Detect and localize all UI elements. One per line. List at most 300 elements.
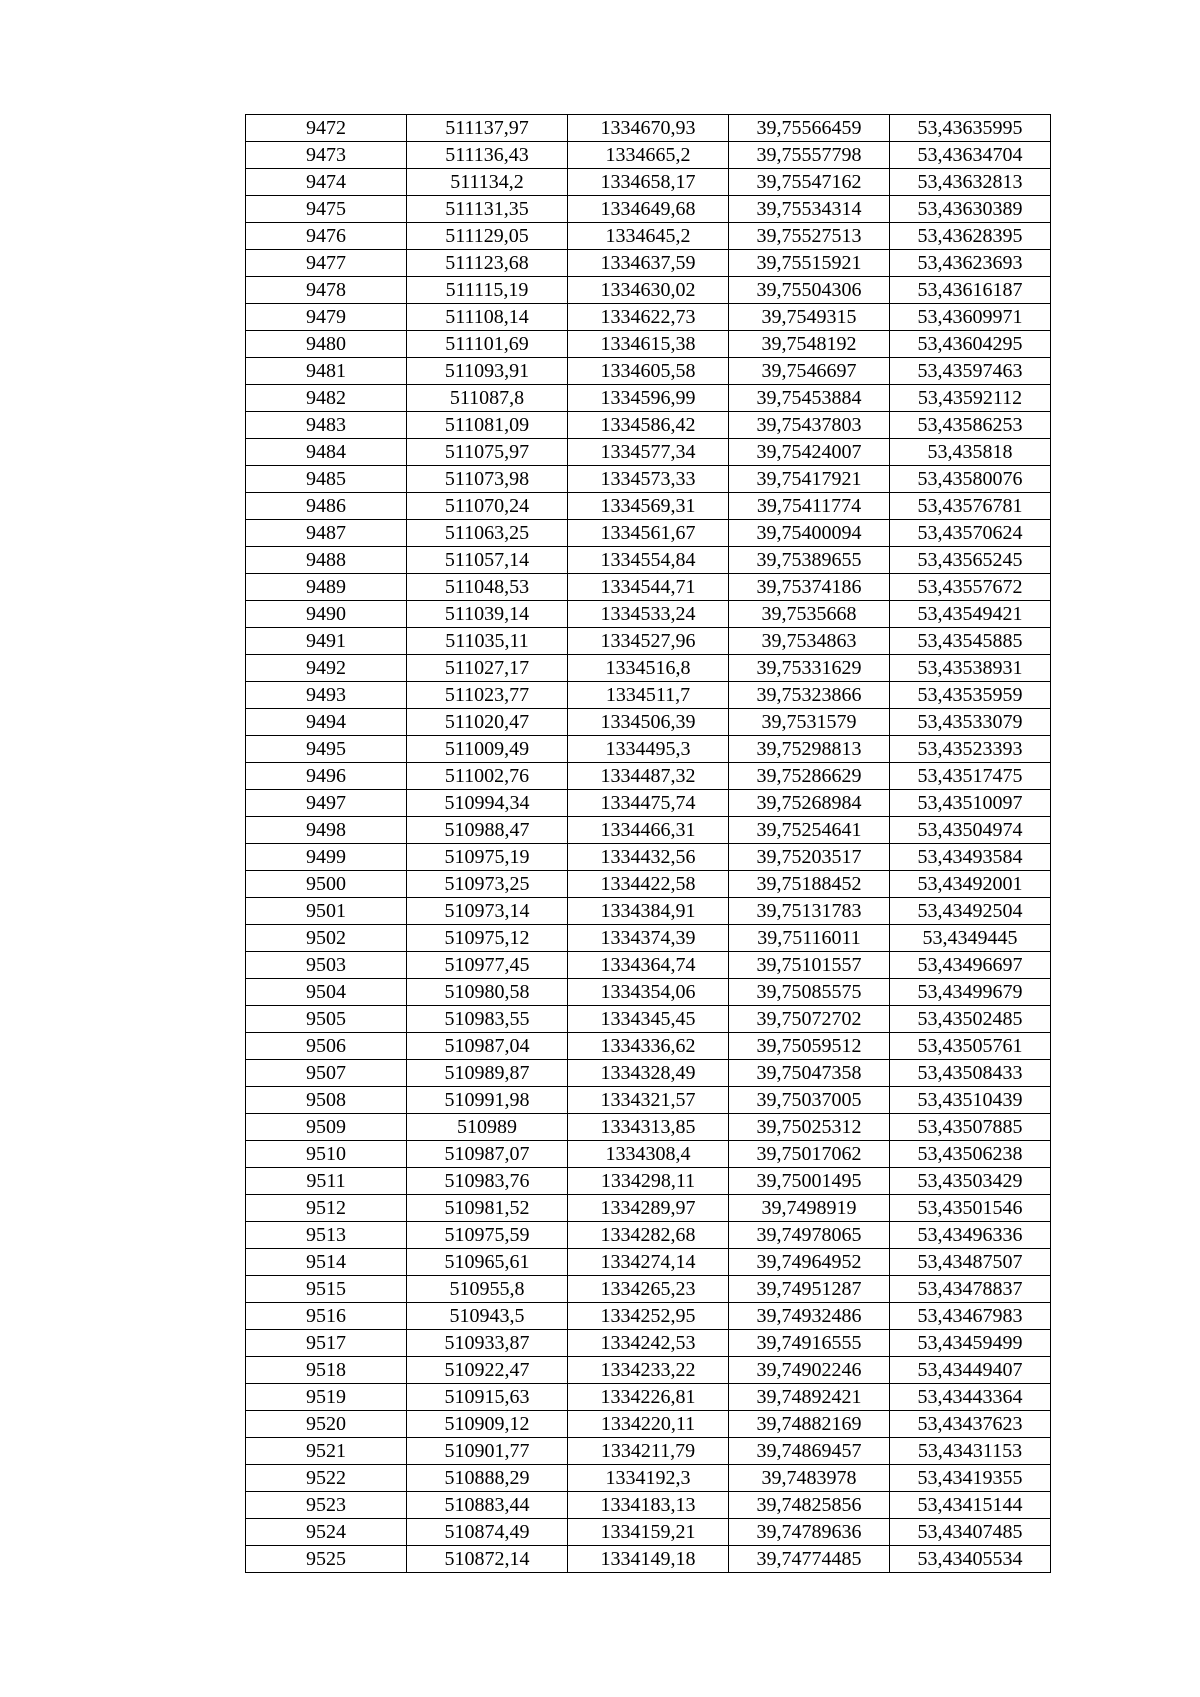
longitude-cell: 53,43632813 bbox=[890, 169, 1051, 196]
longitude-cell: 53,43443364 bbox=[890, 1384, 1051, 1411]
point-number-cell: 9500 bbox=[246, 871, 407, 898]
table-row bbox=[246, 601, 1051, 628]
latitude-cell: 39,75203517 bbox=[729, 844, 890, 871]
table-row bbox=[246, 466, 1051, 493]
y-coordinate-cell: 1334159,21 bbox=[568, 1519, 729, 1546]
longitude-cell: 53,43506238 bbox=[890, 1141, 1051, 1168]
latitude-cell: 39,75188452 bbox=[729, 871, 890, 898]
longitude-cell: 53,435818 bbox=[890, 439, 1051, 466]
y-coordinate-cell: 1334422,58 bbox=[568, 871, 729, 898]
latitude-cell: 39,75131783 bbox=[729, 898, 890, 925]
latitude-cell: 39,75515921 bbox=[729, 250, 890, 277]
table-row bbox=[246, 439, 1051, 466]
x-coordinate-cell: 510915,63 bbox=[407, 1384, 568, 1411]
x-coordinate-cell: 510973,14 bbox=[407, 898, 568, 925]
longitude-cell: 53,43538931 bbox=[890, 655, 1051, 682]
y-coordinate-cell: 1334605,58 bbox=[568, 358, 729, 385]
y-coordinate-cell: 1334308,4 bbox=[568, 1141, 729, 1168]
y-coordinate-cell: 1334511,7 bbox=[568, 682, 729, 709]
table-row bbox=[246, 115, 1051, 142]
latitude-cell: 39,75566459 bbox=[729, 115, 890, 142]
latitude-cell: 39,75331629 bbox=[729, 655, 890, 682]
latitude-cell: 39,75254641 bbox=[729, 817, 890, 844]
longitude-cell: 53,43586253 bbox=[890, 412, 1051, 439]
table-row bbox=[246, 817, 1051, 844]
table-row bbox=[246, 1033, 1051, 1060]
point-number-cell: 9489 bbox=[246, 574, 407, 601]
table-row bbox=[246, 1087, 1051, 1114]
latitude-cell: 39,75085575 bbox=[729, 979, 890, 1006]
x-coordinate-cell: 510975,59 bbox=[407, 1222, 568, 1249]
point-number-cell: 9485 bbox=[246, 466, 407, 493]
latitude-cell: 39,75527513 bbox=[729, 223, 890, 250]
y-coordinate-cell: 1334569,31 bbox=[568, 493, 729, 520]
longitude-cell: 53,43565245 bbox=[890, 547, 1051, 574]
longitude-cell: 53,43623693 bbox=[890, 250, 1051, 277]
latitude-cell: 39,75453884 bbox=[729, 385, 890, 412]
table-row bbox=[246, 1060, 1051, 1087]
table-row bbox=[246, 1411, 1051, 1438]
latitude-cell: 39,75437803 bbox=[729, 412, 890, 439]
point-number-cell: 9501 bbox=[246, 898, 407, 925]
longitude-cell: 53,43508433 bbox=[890, 1060, 1051, 1087]
table-row bbox=[246, 709, 1051, 736]
y-coordinate-cell: 1334226,81 bbox=[568, 1384, 729, 1411]
table-row bbox=[246, 547, 1051, 574]
x-coordinate-cell: 510922,47 bbox=[407, 1357, 568, 1384]
latitude-cell: 39,7498919 bbox=[729, 1195, 890, 1222]
latitude-cell: 39,75557798 bbox=[729, 142, 890, 169]
longitude-cell: 53,43616187 bbox=[890, 277, 1051, 304]
latitude-cell: 39,74789636 bbox=[729, 1519, 890, 1546]
table-row bbox=[246, 250, 1051, 277]
point-number-cell: 9509 bbox=[246, 1114, 407, 1141]
x-coordinate-cell: 511093,91 bbox=[407, 358, 568, 385]
longitude-cell: 53,43501546 bbox=[890, 1195, 1051, 1222]
y-coordinate-cell: 1334637,59 bbox=[568, 250, 729, 277]
latitude-cell: 39,75411774 bbox=[729, 493, 890, 520]
longitude-cell: 53,43557672 bbox=[890, 574, 1051, 601]
point-number-cell: 9513 bbox=[246, 1222, 407, 1249]
latitude-cell: 39,75037005 bbox=[729, 1087, 890, 1114]
table-row bbox=[246, 655, 1051, 682]
table-row bbox=[246, 1438, 1051, 1465]
longitude-cell: 53,43549421 bbox=[890, 601, 1051, 628]
point-number-cell: 9496 bbox=[246, 763, 407, 790]
x-coordinate-cell: 511131,35 bbox=[407, 196, 568, 223]
latitude-cell: 39,75298813 bbox=[729, 736, 890, 763]
longitude-cell: 53,43487507 bbox=[890, 1249, 1051, 1276]
table-row bbox=[246, 1546, 1051, 1573]
y-coordinate-cell: 1334495,3 bbox=[568, 736, 729, 763]
table-row bbox=[246, 304, 1051, 331]
longitude-cell: 53,43580076 bbox=[890, 466, 1051, 493]
point-number-cell: 9499 bbox=[246, 844, 407, 871]
x-coordinate-cell: 511134,2 bbox=[407, 169, 568, 196]
table-row bbox=[246, 1114, 1051, 1141]
latitude-cell: 39,75547162 bbox=[729, 169, 890, 196]
table-row bbox=[246, 790, 1051, 817]
x-coordinate-cell: 510989 bbox=[407, 1114, 568, 1141]
table-row bbox=[246, 1249, 1051, 1276]
point-number-cell: 9515 bbox=[246, 1276, 407, 1303]
longitude-cell: 53,43415144 bbox=[890, 1492, 1051, 1519]
y-coordinate-cell: 1334265,23 bbox=[568, 1276, 729, 1303]
x-coordinate-cell: 511027,17 bbox=[407, 655, 568, 682]
x-coordinate-cell: 510988,47 bbox=[407, 817, 568, 844]
latitude-cell: 39,7534863 bbox=[729, 628, 890, 655]
x-coordinate-cell: 511115,19 bbox=[407, 277, 568, 304]
table-row bbox=[246, 412, 1051, 439]
table-row bbox=[246, 1168, 1051, 1195]
y-coordinate-cell: 1334649,68 bbox=[568, 196, 729, 223]
point-number-cell: 9472 bbox=[246, 115, 407, 142]
x-coordinate-cell: 510989,87 bbox=[407, 1060, 568, 1087]
latitude-cell: 39,75047358 bbox=[729, 1060, 890, 1087]
point-number-cell: 9516 bbox=[246, 1303, 407, 1330]
point-number-cell: 9478 bbox=[246, 277, 407, 304]
x-coordinate-cell: 510901,77 bbox=[407, 1438, 568, 1465]
point-number-cell: 9492 bbox=[246, 655, 407, 682]
x-coordinate-cell: 511023,77 bbox=[407, 682, 568, 709]
y-coordinate-cell: 1334586,42 bbox=[568, 412, 729, 439]
point-number-cell: 9510 bbox=[246, 1141, 407, 1168]
x-coordinate-cell: 511002,76 bbox=[407, 763, 568, 790]
point-number-cell: 9493 bbox=[246, 682, 407, 709]
y-coordinate-cell: 1334313,85 bbox=[568, 1114, 729, 1141]
point-number-cell: 9521 bbox=[246, 1438, 407, 1465]
y-coordinate-cell: 1334211,79 bbox=[568, 1438, 729, 1465]
table-row bbox=[246, 844, 1051, 871]
point-number-cell: 9494 bbox=[246, 709, 407, 736]
point-number-cell: 9491 bbox=[246, 628, 407, 655]
latitude-cell: 39,74869457 bbox=[729, 1438, 890, 1465]
latitude-cell: 39,7549315 bbox=[729, 304, 890, 331]
latitude-cell: 39,75323866 bbox=[729, 682, 890, 709]
point-number-cell: 9475 bbox=[246, 196, 407, 223]
y-coordinate-cell: 1334596,99 bbox=[568, 385, 729, 412]
coordinates-table-body bbox=[246, 115, 1051, 1573]
y-coordinate-cell: 1334282,68 bbox=[568, 1222, 729, 1249]
latitude-cell: 39,74964952 bbox=[729, 1249, 890, 1276]
x-coordinate-cell: 510973,25 bbox=[407, 871, 568, 898]
x-coordinate-cell: 511087,8 bbox=[407, 385, 568, 412]
point-number-cell: 9477 bbox=[246, 250, 407, 277]
table-row bbox=[246, 142, 1051, 169]
x-coordinate-cell: 510883,44 bbox=[407, 1492, 568, 1519]
longitude-cell: 53,43535959 bbox=[890, 682, 1051, 709]
table-row bbox=[246, 520, 1051, 547]
x-coordinate-cell: 511108,14 bbox=[407, 304, 568, 331]
table-row bbox=[246, 1276, 1051, 1303]
longitude-cell: 53,43467983 bbox=[890, 1303, 1051, 1330]
latitude-cell: 39,7546697 bbox=[729, 358, 890, 385]
point-number-cell: 9517 bbox=[246, 1330, 407, 1357]
latitude-cell: 39,74825856 bbox=[729, 1492, 890, 1519]
longitude-cell: 53,43609971 bbox=[890, 304, 1051, 331]
table-row bbox=[246, 493, 1051, 520]
longitude-cell: 53,43507885 bbox=[890, 1114, 1051, 1141]
latitude-cell: 39,75417921 bbox=[729, 466, 890, 493]
table-row bbox=[246, 1357, 1051, 1384]
longitude-cell: 53,43630389 bbox=[890, 196, 1051, 223]
longitude-cell: 53,43492001 bbox=[890, 871, 1051, 898]
latitude-cell: 39,74902246 bbox=[729, 1357, 890, 1384]
y-coordinate-cell: 1334487,32 bbox=[568, 763, 729, 790]
longitude-cell: 53,43499679 bbox=[890, 979, 1051, 1006]
y-coordinate-cell: 1334242,53 bbox=[568, 1330, 729, 1357]
y-coordinate-cell: 1334506,39 bbox=[568, 709, 729, 736]
point-number-cell: 9476 bbox=[246, 223, 407, 250]
longitude-cell: 53,43478837 bbox=[890, 1276, 1051, 1303]
y-coordinate-cell: 1334527,96 bbox=[568, 628, 729, 655]
table-row bbox=[246, 358, 1051, 385]
x-coordinate-cell: 510955,8 bbox=[407, 1276, 568, 1303]
y-coordinate-cell: 1334432,56 bbox=[568, 844, 729, 871]
y-coordinate-cell: 1334252,95 bbox=[568, 1303, 729, 1330]
point-number-cell: 9490 bbox=[246, 601, 407, 628]
point-number-cell: 9498 bbox=[246, 817, 407, 844]
x-coordinate-cell: 510987,07 bbox=[407, 1141, 568, 1168]
longitude-cell: 53,43576781 bbox=[890, 493, 1051, 520]
x-coordinate-cell: 511009,49 bbox=[407, 736, 568, 763]
longitude-cell: 53,43502485 bbox=[890, 1006, 1051, 1033]
latitude-cell: 39,75025312 bbox=[729, 1114, 890, 1141]
latitude-cell: 39,75389655 bbox=[729, 547, 890, 574]
y-coordinate-cell: 1334645,2 bbox=[568, 223, 729, 250]
y-coordinate-cell: 1334149,18 bbox=[568, 1546, 729, 1573]
latitude-cell: 39,75374186 bbox=[729, 574, 890, 601]
table-row bbox=[246, 736, 1051, 763]
y-coordinate-cell: 1334544,71 bbox=[568, 574, 729, 601]
table-row bbox=[246, 385, 1051, 412]
latitude-cell: 39,7548192 bbox=[729, 331, 890, 358]
point-number-cell: 9520 bbox=[246, 1411, 407, 1438]
point-number-cell: 9479 bbox=[246, 304, 407, 331]
y-coordinate-cell: 1334658,17 bbox=[568, 169, 729, 196]
latitude-cell: 39,75059512 bbox=[729, 1033, 890, 1060]
point-number-cell: 9519 bbox=[246, 1384, 407, 1411]
y-coordinate-cell: 1334533,24 bbox=[568, 601, 729, 628]
table-row bbox=[246, 1465, 1051, 1492]
latitude-cell: 39,74951287 bbox=[729, 1276, 890, 1303]
x-coordinate-cell: 511020,47 bbox=[407, 709, 568, 736]
longitude-cell: 53,43604295 bbox=[890, 331, 1051, 358]
x-coordinate-cell: 510991,98 bbox=[407, 1087, 568, 1114]
y-coordinate-cell: 1334561,67 bbox=[568, 520, 729, 547]
table-row bbox=[246, 898, 1051, 925]
longitude-cell: 53,43505761 bbox=[890, 1033, 1051, 1060]
longitude-cell: 53,43492504 bbox=[890, 898, 1051, 925]
latitude-cell: 39,74916555 bbox=[729, 1330, 890, 1357]
y-coordinate-cell: 1334374,39 bbox=[568, 925, 729, 952]
point-number-cell: 9503 bbox=[246, 952, 407, 979]
point-number-cell: 9481 bbox=[246, 358, 407, 385]
x-coordinate-cell: 510981,52 bbox=[407, 1195, 568, 1222]
longitude-cell: 53,43533079 bbox=[890, 709, 1051, 736]
latitude-cell: 39,75424007 bbox=[729, 439, 890, 466]
y-coordinate-cell: 1334516,8 bbox=[568, 655, 729, 682]
point-number-cell: 9497 bbox=[246, 790, 407, 817]
longitude-cell: 53,43517475 bbox=[890, 763, 1051, 790]
longitude-cell: 53,43407485 bbox=[890, 1519, 1051, 1546]
y-coordinate-cell: 1334475,74 bbox=[568, 790, 729, 817]
table-row bbox=[246, 169, 1051, 196]
y-coordinate-cell: 1334233,22 bbox=[568, 1357, 729, 1384]
longitude-cell: 53,43592112 bbox=[890, 385, 1051, 412]
x-coordinate-cell: 510943,5 bbox=[407, 1303, 568, 1330]
latitude-cell: 39,75017062 bbox=[729, 1141, 890, 1168]
point-number-cell: 9474 bbox=[246, 169, 407, 196]
y-coordinate-cell: 1334364,74 bbox=[568, 952, 729, 979]
latitude-cell: 39,7535668 bbox=[729, 601, 890, 628]
point-number-cell: 9518 bbox=[246, 1357, 407, 1384]
longitude-cell: 53,43496336 bbox=[890, 1222, 1051, 1249]
x-coordinate-cell: 511136,43 bbox=[407, 142, 568, 169]
x-coordinate-cell: 510874,49 bbox=[407, 1519, 568, 1546]
longitude-cell: 53,43419355 bbox=[890, 1465, 1051, 1492]
point-number-cell: 9524 bbox=[246, 1519, 407, 1546]
y-coordinate-cell: 1334573,33 bbox=[568, 466, 729, 493]
x-coordinate-cell: 510994,34 bbox=[407, 790, 568, 817]
y-coordinate-cell: 1334622,73 bbox=[568, 304, 729, 331]
table-row bbox=[246, 871, 1051, 898]
y-coordinate-cell: 1334220,11 bbox=[568, 1411, 729, 1438]
y-coordinate-cell: 1334665,2 bbox=[568, 142, 729, 169]
x-coordinate-cell: 511123,68 bbox=[407, 250, 568, 277]
point-number-cell: 9507 bbox=[246, 1060, 407, 1087]
x-coordinate-cell: 511048,53 bbox=[407, 574, 568, 601]
latitude-cell: 39,75504306 bbox=[729, 277, 890, 304]
y-coordinate-cell: 1334577,34 bbox=[568, 439, 729, 466]
y-coordinate-cell: 1334466,31 bbox=[568, 817, 729, 844]
longitude-cell: 53,43628395 bbox=[890, 223, 1051, 250]
point-number-cell: 9512 bbox=[246, 1195, 407, 1222]
table-row bbox=[246, 1384, 1051, 1411]
table-row bbox=[246, 763, 1051, 790]
table-row bbox=[246, 1330, 1051, 1357]
table-row bbox=[246, 331, 1051, 358]
point-number-cell: 9483 bbox=[246, 412, 407, 439]
x-coordinate-cell: 510975,12 bbox=[407, 925, 568, 952]
point-number-cell: 9525 bbox=[246, 1546, 407, 1573]
latitude-cell: 39,74882169 bbox=[729, 1411, 890, 1438]
x-coordinate-cell: 511075,97 bbox=[407, 439, 568, 466]
y-coordinate-cell: 1334354,06 bbox=[568, 979, 729, 1006]
table-row bbox=[246, 628, 1051, 655]
x-coordinate-cell: 511035,11 bbox=[407, 628, 568, 655]
latitude-cell: 39,75001495 bbox=[729, 1168, 890, 1195]
longitude-cell: 53,43504974 bbox=[890, 817, 1051, 844]
table-row bbox=[246, 952, 1051, 979]
y-coordinate-cell: 1334328,49 bbox=[568, 1060, 729, 1087]
y-coordinate-cell: 1334670,93 bbox=[568, 115, 729, 142]
latitude-cell: 39,74932486 bbox=[729, 1303, 890, 1330]
table-row bbox=[246, 223, 1051, 250]
point-number-cell: 9487 bbox=[246, 520, 407, 547]
y-coordinate-cell: 1334289,97 bbox=[568, 1195, 729, 1222]
table-row bbox=[246, 925, 1051, 952]
point-number-cell: 9505 bbox=[246, 1006, 407, 1033]
latitude-cell: 39,75286629 bbox=[729, 763, 890, 790]
y-coordinate-cell: 1334298,11 bbox=[568, 1168, 729, 1195]
table-row bbox=[246, 682, 1051, 709]
latitude-cell: 39,7531579 bbox=[729, 709, 890, 736]
point-number-cell: 9486 bbox=[246, 493, 407, 520]
latitude-cell: 39,75116011 bbox=[729, 925, 890, 952]
point-number-cell: 9482 bbox=[246, 385, 407, 412]
y-coordinate-cell: 1334554,84 bbox=[568, 547, 729, 574]
point-number-cell: 9523 bbox=[246, 1492, 407, 1519]
x-coordinate-cell: 511039,14 bbox=[407, 601, 568, 628]
x-coordinate-cell: 510983,55 bbox=[407, 1006, 568, 1033]
coordinates-table bbox=[245, 114, 1051, 1573]
longitude-cell: 53,43431153 bbox=[890, 1438, 1051, 1465]
latitude-cell: 39,75400094 bbox=[729, 520, 890, 547]
x-coordinate-cell: 510977,45 bbox=[407, 952, 568, 979]
x-coordinate-cell: 510980,58 bbox=[407, 979, 568, 1006]
longitude-cell: 53,43545885 bbox=[890, 628, 1051, 655]
point-number-cell: 9514 bbox=[246, 1249, 407, 1276]
x-coordinate-cell: 511070,24 bbox=[407, 493, 568, 520]
longitude-cell: 53,4349445 bbox=[890, 925, 1051, 952]
latitude-cell: 39,74892421 bbox=[729, 1384, 890, 1411]
longitude-cell: 53,43570624 bbox=[890, 520, 1051, 547]
table-row bbox=[246, 1519, 1051, 1546]
latitude-cell: 39,75534314 bbox=[729, 196, 890, 223]
point-number-cell: 9522 bbox=[246, 1465, 407, 1492]
longitude-cell: 53,43510439 bbox=[890, 1087, 1051, 1114]
x-coordinate-cell: 510987,04 bbox=[407, 1033, 568, 1060]
latitude-cell: 39,75072702 bbox=[729, 1006, 890, 1033]
latitude-cell: 39,74774485 bbox=[729, 1546, 890, 1573]
latitude-cell: 39,75268984 bbox=[729, 790, 890, 817]
y-coordinate-cell: 1334192,3 bbox=[568, 1465, 729, 1492]
x-coordinate-cell: 511073,98 bbox=[407, 466, 568, 493]
longitude-cell: 53,43510097 bbox=[890, 790, 1051, 817]
point-number-cell: 9495 bbox=[246, 736, 407, 763]
longitude-cell: 53,43634704 bbox=[890, 142, 1051, 169]
point-number-cell: 9506 bbox=[246, 1033, 407, 1060]
y-coordinate-cell: 1334615,38 bbox=[568, 331, 729, 358]
longitude-cell: 53,43503429 bbox=[890, 1168, 1051, 1195]
point-number-cell: 9502 bbox=[246, 925, 407, 952]
y-coordinate-cell: 1334274,14 bbox=[568, 1249, 729, 1276]
longitude-cell: 53,43437623 bbox=[890, 1411, 1051, 1438]
point-number-cell: 9484 bbox=[246, 439, 407, 466]
y-coordinate-cell: 1334336,62 bbox=[568, 1033, 729, 1060]
point-number-cell: 9488 bbox=[246, 547, 407, 574]
longitude-cell: 53,43496697 bbox=[890, 952, 1051, 979]
x-coordinate-cell: 510933,87 bbox=[407, 1330, 568, 1357]
longitude-cell: 53,43459499 bbox=[890, 1330, 1051, 1357]
y-coordinate-cell: 1334321,57 bbox=[568, 1087, 729, 1114]
table-row bbox=[246, 1303, 1051, 1330]
longitude-cell: 53,43523393 bbox=[890, 736, 1051, 763]
y-coordinate-cell: 1334345,45 bbox=[568, 1006, 729, 1033]
x-coordinate-cell: 511057,14 bbox=[407, 547, 568, 574]
point-number-cell: 9508 bbox=[246, 1087, 407, 1114]
point-number-cell: 9511 bbox=[246, 1168, 407, 1195]
table-row bbox=[246, 1141, 1051, 1168]
table-row bbox=[246, 1492, 1051, 1519]
table-row bbox=[246, 1222, 1051, 1249]
x-coordinate-cell: 511081,09 bbox=[407, 412, 568, 439]
table-row bbox=[246, 574, 1051, 601]
longitude-cell: 53,43449407 bbox=[890, 1357, 1051, 1384]
latitude-cell: 39,75101557 bbox=[729, 952, 890, 979]
y-coordinate-cell: 1334384,91 bbox=[568, 898, 729, 925]
